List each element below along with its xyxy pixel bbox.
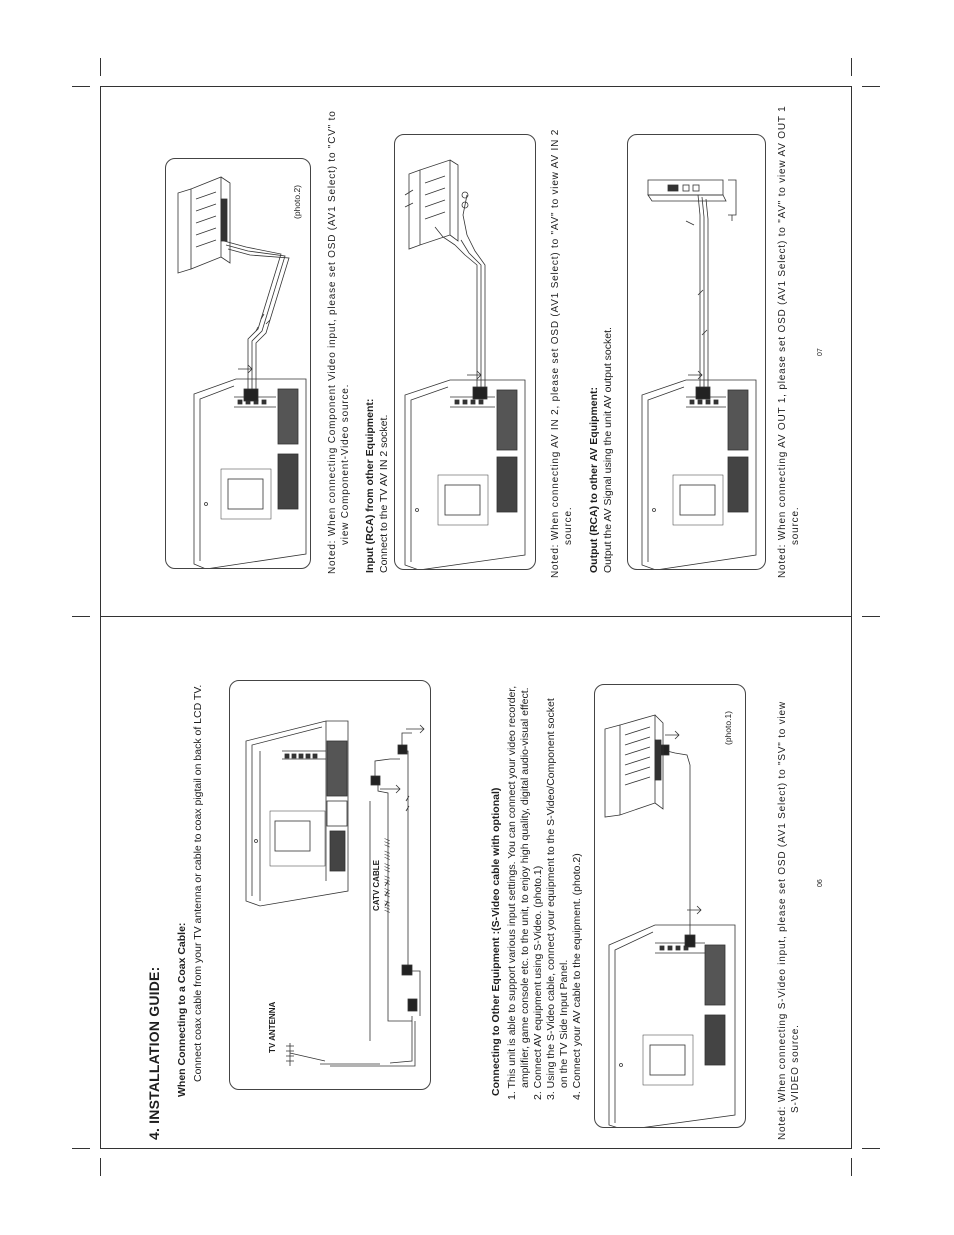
- crop-mark: [72, 616, 90, 617]
- av-in2-diagram: [395, 135, 536, 570]
- crop-mark: [862, 616, 880, 617]
- crop-mark: [72, 1148, 90, 1149]
- av-in2-diagram-panel: [394, 134, 536, 570]
- crop-mark: [100, 1158, 101, 1176]
- photo1-label: (photo.1): [723, 710, 733, 745]
- coax-heading: When Connecting to a Coax Cable:: [176, 922, 188, 1097]
- photo2-label: (photo.2): [292, 184, 302, 219]
- section-title: 4. INSTALLATION GUIDE:: [146, 966, 162, 1140]
- crop-mark: [851, 1158, 852, 1176]
- input-rca-text: Connect to the TV AV IN 2 socket.: [378, 414, 390, 573]
- component-diagram: [166, 159, 311, 569]
- other-line-3: 2. Connect AV equipment using S-Video. (photo.1): [532, 865, 544, 1100]
- crop-mark: [72, 86, 90, 87]
- tv-antenna-label: TV ANTENNA: [268, 1001, 277, 1053]
- component-note-line1: Noted: When connecting Component Video input, please set OSD (AV1 Select) to "CV" to: [327, 110, 338, 574]
- output-rca-text: Output the AV Signal using the unit AV output socket.: [602, 327, 614, 573]
- crop-mark: [862, 86, 880, 87]
- other-line-1: 1. This unit is able to support various input settings. You can connect your video recorder,: [506, 685, 518, 1100]
- svideo-note-line1: Noted: When connecting S-Video input, please set OSD (AV1 Select) to "SV" to view: [777, 701, 788, 1140]
- page-number-06: 06: [817, 879, 824, 887]
- av-in2-note-line2: source.: [563, 506, 574, 545]
- catv-cable-label: CATV CABLE: [372, 860, 381, 911]
- coax-diagram: [230, 681, 431, 1090]
- other-line-2: amplifier, game console etc. to the unit, to enjoy high quality, digital audio-visual effect.: [519, 687, 531, 1088]
- page-number-07: 07: [817, 348, 824, 356]
- av-in2-note-line1: Noted: When connecting AV IN 2, please set OSD (AV1 Select) to "AV" to view AV IN 2: [550, 128, 561, 578]
- page-divider: [100, 616, 852, 617]
- input-rca-heading: Input (RCA) from other Equipment:: [364, 398, 376, 573]
- svideo-note-line2: S-VIDEO source.: [790, 1024, 801, 1113]
- photo2-diagram-panel: [165, 158, 311, 569]
- crop-mark: [100, 58, 101, 76]
- catv-cable-hatch: //// /// /// /// /// ///: [384, 838, 391, 913]
- other-line-4: 3. Using the S-Video cable, connect your equipment to the S-Video/Component socket: [545, 698, 557, 1100]
- crop-mark: [862, 1148, 880, 1149]
- svideo-diagram: [595, 685, 746, 1128]
- photo1-diagram-panel: [594, 684, 746, 1128]
- av-out1-diagram-panel: [627, 134, 766, 570]
- other-line-6: 4. Connect your AV cable to the equipment. (photo.2): [571, 853, 583, 1100]
- component-note-line2: view Component-Video source.: [340, 383, 351, 545]
- other-line-5: on the TV Side Input Panel.: [558, 959, 570, 1088]
- crop-mark: [851, 58, 852, 76]
- av-out1-note-line2: source.: [790, 506, 801, 545]
- other-equipment-heading: Connecting to Other Equipment :(S-Video cable with optional): [490, 787, 502, 1096]
- output-rca-heading: Output (RCA) to other AV Equipment:: [588, 386, 600, 573]
- av-out1-note-line1: Noted: When connecting AV OUT 1, please set OSD (AV1 Select) to "AV" to view AV OUT 1: [777, 105, 788, 578]
- av-out1-diagram: [628, 135, 766, 570]
- coax-text: Connect coax cable from your TV antenna or cable to coax pigtail on back of LCD TV.: [192, 684, 204, 1082]
- coax-diagram-panel: [229, 680, 431, 1090]
